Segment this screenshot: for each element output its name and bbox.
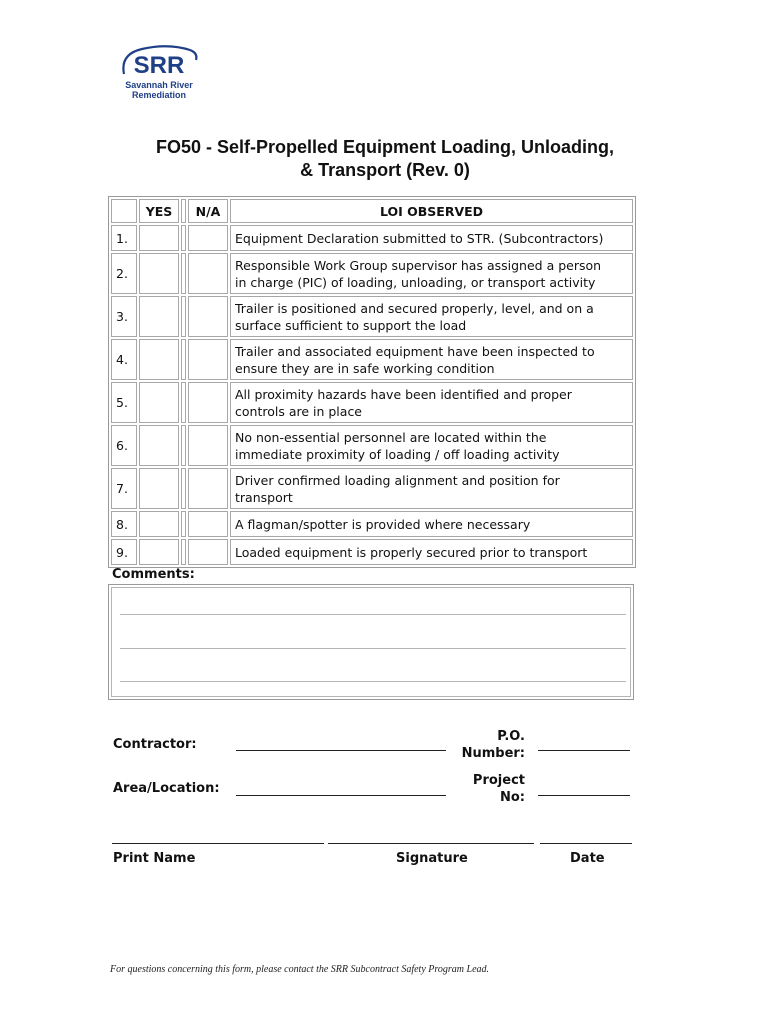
na-checkbox-cell[interactable]	[188, 253, 228, 294]
row-description	[230, 225, 633, 251]
footer-note: For questions concerning this form, please contact the SRR Subcontract Safety Program Lead.	[110, 964, 490, 975]
form-title	[100, 136, 670, 182]
row-gap-cell	[181, 511, 186, 537]
signature-field[interactable]	[328, 843, 534, 844]
logo-subtitle	[118, 80, 200, 100]
yes-checkbox-cell[interactable]	[139, 339, 179, 380]
yes-checkbox-cell[interactable]	[139, 382, 179, 423]
row-text: A flagman/spotter is provided where necessary	[235, 516, 531, 532]
row-description	[230, 468, 633, 509]
srr-logo-mark	[118, 44, 200, 80]
signature-label: Signature	[396, 851, 468, 866]
comment-line	[120, 681, 626, 682]
row-gap-cell	[181, 225, 186, 251]
table-row	[111, 539, 633, 565]
yes-checkbox-cell[interactable]	[139, 253, 179, 294]
table-row	[111, 468, 633, 509]
table-row	[111, 253, 633, 294]
yes-checkbox-cell[interactable]	[139, 511, 179, 537]
area-location-field[interactable]	[236, 795, 446, 796]
row-text-line2: surface sufficient to support the load	[235, 317, 467, 333]
logo-subtitle-line1: Savannah River	[125, 80, 193, 90]
row-number: 3.	[111, 296, 137, 337]
comment-line	[120, 614, 626, 615]
date-label: Date	[570, 851, 605, 866]
logo-subtitle-line2: Remediation	[131, 90, 186, 100]
row-text: Loaded equipment is properly secured prior to transport	[235, 544, 588, 560]
yes-checkbox-cell[interactable]	[139, 539, 179, 565]
contractor-label: Contractor:	[113, 737, 197, 752]
print-name-field[interactable]	[112, 843, 324, 844]
srr-logo-text: SRR	[133, 52, 185, 79]
row-gap-cell	[181, 382, 186, 423]
loi-checklist-table	[108, 196, 636, 568]
row-gap-cell	[181, 296, 186, 337]
table-row	[111, 296, 633, 337]
row-number: 2.	[111, 253, 137, 294]
yes-checkbox-cell[interactable]	[139, 468, 179, 509]
row-text-line1: All proximity hazards have been identified and proper	[235, 386, 572, 402]
srr-logo	[118, 44, 200, 106]
row-text-line2: in charge (PIC) of loading, unloading, or transport activity	[235, 274, 596, 290]
row-text: Equipment Declaration submitted to STR. (Subcontractors)	[235, 230, 604, 246]
project-no-field[interactable]	[538, 795, 630, 796]
row-gap-cell	[181, 425, 186, 466]
na-checkbox-cell[interactable]	[188, 468, 228, 509]
na-checkbox-cell[interactable]	[188, 225, 228, 251]
comments-label: Comments:	[112, 567, 195, 582]
po-number-label	[455, 728, 525, 762]
comments-inner-frame	[111, 587, 631, 697]
row-description	[230, 253, 633, 294]
comment-line	[120, 648, 626, 649]
row-text-line1: Trailer and associated equipment have been inspected to	[235, 343, 595, 359]
header-num-cell	[111, 199, 137, 223]
row-description	[230, 296, 633, 337]
area-location-label: Area/Location:	[113, 781, 220, 796]
header-na: N/A	[188, 199, 228, 223]
row-gap-cell	[181, 339, 186, 380]
row-number: 7.	[111, 468, 137, 509]
na-checkbox-cell[interactable]	[188, 539, 228, 565]
row-text-line1: Responsible Work Group supervisor has assigned a person	[235, 257, 602, 273]
table-row	[111, 425, 633, 466]
po-number-field[interactable]	[538, 750, 630, 751]
row-description	[230, 382, 633, 423]
row-text-line2: transport	[235, 489, 293, 505]
table-row	[111, 339, 633, 380]
row-description	[230, 511, 633, 537]
row-text-line1: Trailer is positioned and secured properly, level, and on a	[235, 300, 594, 316]
project-no-label	[455, 772, 525, 806]
header-gap-cell	[181, 199, 186, 223]
na-checkbox-cell[interactable]	[188, 511, 228, 537]
row-description	[230, 425, 633, 466]
row-text-line1: Driver confirmed loading alignment and position for	[235, 472, 560, 488]
table-row	[111, 225, 633, 251]
po-label-line1: P.O.	[497, 729, 525, 744]
yes-checkbox-cell[interactable]	[139, 296, 179, 337]
row-text-line2: ensure they are in safe working condition	[235, 360, 495, 376]
print-name-label: Print Name	[113, 851, 196, 866]
project-label-line1: Project	[472, 773, 525, 788]
contractor-field[interactable]	[236, 750, 446, 751]
project-label-line2: No:	[499, 790, 525, 805]
row-description	[230, 539, 633, 565]
na-checkbox-cell[interactable]	[188, 339, 228, 380]
yes-checkbox-cell[interactable]	[139, 425, 179, 466]
row-number: 5.	[111, 382, 137, 423]
row-gap-cell	[181, 468, 186, 509]
row-number: 9.	[111, 539, 137, 565]
na-checkbox-cell[interactable]	[188, 382, 228, 423]
row-gap-cell	[181, 539, 186, 565]
table-row	[111, 382, 633, 423]
header-yes: YES	[139, 199, 179, 223]
date-field[interactable]	[540, 843, 632, 844]
yes-checkbox-cell[interactable]	[139, 225, 179, 251]
comments-textarea[interactable]	[108, 584, 634, 700]
table-header-row	[111, 199, 633, 223]
title-line2: & Transport (Rev. 0)	[300, 160, 470, 180]
table-row	[111, 511, 633, 537]
row-text-line1: No non-essential personnel are located within the	[235, 429, 547, 445]
row-number: 4.	[111, 339, 137, 380]
header-loi-observed: LOI OBSERVED	[230, 199, 633, 223]
row-gap-cell	[181, 253, 186, 294]
row-number: 6.	[111, 425, 137, 466]
na-checkbox-cell[interactable]	[188, 296, 228, 337]
title-line1: FO50 - Self-Propelled Equipment Loading, Unloading,	[155, 137, 614, 157]
row-text-line2: immediate proximity of loading / off loading activity	[235, 446, 560, 462]
na-checkbox-cell[interactable]	[188, 425, 228, 466]
row-description	[230, 339, 633, 380]
row-number: 1.	[111, 225, 137, 251]
row-number: 8.	[111, 511, 137, 537]
po-label-line2: Number:	[461, 746, 525, 761]
row-text-line2: controls are in place	[235, 403, 363, 419]
